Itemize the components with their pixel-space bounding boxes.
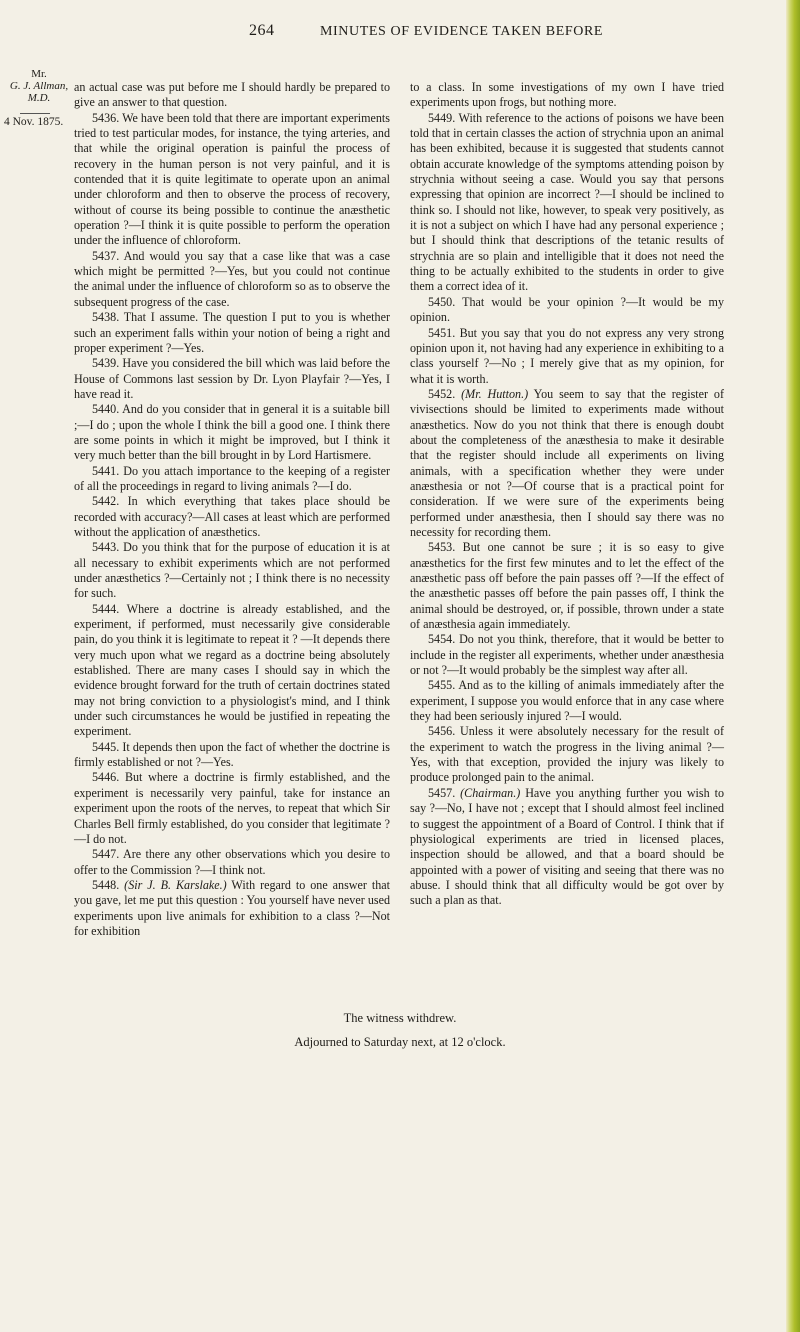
question-number: 5437. — [92, 248, 120, 263]
testimony-paragraph — [410, 632, 724, 678]
paragraph-text: That would be your opinion ?—It would be my opinion. — [410, 294, 724, 325]
testimony-paragraph — [74, 770, 390, 847]
page-header — [0, 20, 800, 44]
right-column — [410, 80, 724, 909]
adjournment-line: Adjourned to Saturday next, at 12 o'clock. — [294, 1035, 506, 1049]
testimony-paragraph — [410, 80, 724, 111]
testimony-paragraph — [410, 786, 724, 909]
testimony-paragraph — [74, 878, 390, 939]
question-number: 5448. — [92, 877, 120, 892]
speaker-name: (Chairman.) — [460, 785, 521, 800]
question-number: 5443. — [92, 540, 120, 555]
testimony-paragraph — [74, 464, 390, 495]
witness-degree: M.D. — [27, 92, 51, 104]
witness-title: Mr. — [31, 68, 47, 80]
paragraph-text: Unless it were absolutely necessary for the result of the experiment to watch the progress in the living animal ?—Yes, with that exception, provided the injury was likely to produce prolonged pain to the animal. — [410, 724, 724, 785]
question-number: 5455. — [428, 678, 456, 693]
testimony-paragraph — [74, 249, 390, 310]
margin-date: 4 Nov. 1875. — [4, 116, 64, 128]
question-number: 5449. — [428, 110, 456, 125]
paragraph-text: With reference to the actions of poisons we have been told that in certain classes the action of strychnia upon an animal has been exhibited, because it is suggested that students cannot obtain accurate knowledge of the symptoms attending poison by strychnia without seeing a case. Would you say that persons expressing that opinion are incorrect ?—I should be inclined to think so. I should not like, however, to speak very positively, as it is not a subject on which I have had any personal experience ; but I should think that descriptions of the tetanic results of strychnia are so plain and intelligible that it does not need the thing to be actually exhibited to the students in order to give them a correct idea of it. — [410, 110, 724, 294]
testimony-paragraph — [410, 540, 724, 632]
paragraph-text: And would you say that a case like that was a case which might be permitted ?—Yes, but you could not continue the animal under the influence of chloroform so as to observe the subsequent progress of the case. — [74, 248, 391, 309]
paragraph-text: Do you attach importance to the keeping of a register of all the proceedings in regard to living animals ?—I do. — [74, 463, 390, 493]
testimony-paragraph — [410, 387, 724, 540]
paragraph-text: Do you think that for the purpose of education it is at all necessary to exhibit experiments which are not performed under anæsthetics ?—Certainly not ; I think there is no necessity for such. — [74, 540, 390, 601]
question-number: 5439. — [92, 356, 120, 371]
paragraph-text: But where a doctrine is firmly established, and the experiment is necessarily very painful, take for instance an experiment upon the roots of the nerves, to repeat that which Sir Charles Bell firmly established, do you consider that legitimate ?—I do not. — [74, 770, 390, 846]
paragraph-text: an actual case was put before me I should hardly be prepared to give an answer to that question. — [74, 80, 390, 110]
question-number: 5442. — [92, 494, 120, 509]
question-number: 5452. — [428, 386, 456, 401]
question-number: 5456. — [428, 724, 456, 739]
paragraph-text: And as to the killing of animals immediately after the experiment, I suppose you would enforce that in any case where they had been seriously injured ?—I would. — [410, 678, 724, 724]
testimony-paragraph — [74, 847, 390, 878]
witness-name: G. J. Allman, — [9, 80, 69, 92]
speaker-name: (Sir J. B. Karslake.) — [124, 877, 227, 892]
question-number: 5450. — [428, 294, 456, 309]
paragraph-text: In which everything that takes place should be recorded with accuracy?—All cases at least which are performed without the application of anæsthetics. — [74, 494, 390, 539]
question-number: 5451. — [428, 325, 456, 340]
testimony-paragraph — [74, 356, 390, 402]
question-number: 5454. — [428, 632, 456, 647]
testimony-paragraph — [74, 310, 390, 356]
page-number: 264 — [249, 22, 275, 39]
speaker-name: (Mr. Hutton.) — [461, 386, 529, 401]
testimony-paragraph — [410, 295, 724, 326]
paragraph-text: Do not you think, therefore, that it would be better to include in the register all experiments, whether under anæsthesia or not ?—It would probably be the simplest way after all. — [410, 632, 724, 678]
paragraph-text: But you say that you do not express any very strong opinion upon it, not having had any experience in exhibiting to a class yourself ?—No ; I merely give that as my opinion, for what it is worth. — [410, 325, 724, 386]
paragraph-text: And do you consider that in general it is a suitable bill ;—I do ; upon the whole I think the bill a good one. I think there are some points in which it might be improved, but I think it very much better than the bill brought in by Lord Hartismere. — [74, 402, 390, 463]
question-number: 5441. — [92, 463, 120, 478]
testimony-paragraph — [74, 494, 390, 540]
testimony-paragraph — [74, 602, 390, 740]
margin-rule — [20, 113, 50, 114]
paragraph-text: Are there any other observations which you desire to offer to the Commission ?—I think not. — [74, 847, 390, 877]
paragraph-text: It depends then upon the fact of whether the doctrine is firmly established or not ?—Yes. — [74, 739, 390, 770]
testimony-paragraph — [74, 540, 390, 601]
testimony-paragraph — [410, 326, 724, 387]
question-number: 5445. — [92, 739, 120, 754]
paragraph-text: Where a doctrine is already established, and the experiment, if performed, must necessarily give considerable pain, do you think it is legitimate to repeat it ? —It depends there very much upon what we regard as a doctrine being absolutely established. There are many cases I should say in which the evidence brought forward for the truth of certain doctrines stated may not bring conviction to a physiologist's mind, and I think under such circumstances he would be justified in repeating the experiment. — [74, 601, 391, 739]
question-number: 5453. — [428, 540, 456, 555]
question-number: 5457. — [428, 785, 456, 800]
question-number: 5447. — [92, 847, 120, 862]
testimony-paragraph — [74, 740, 390, 771]
testimony-paragraph — [74, 80, 390, 111]
left-column — [74, 80, 390, 939]
question-number: 5436. — [92, 110, 120, 125]
paragraph-text: That I assume. The question I put to you is whether such an experiment falls within your notion of being a right and proper experiment ?—Yes. — [74, 310, 390, 355]
paragraph-text: Have you considered the bill which was laid before the House of Commons last session by Dr. Lyon Playfair ?—Yes, I have read it. — [74, 356, 390, 401]
question-number: 5444. — [92, 601, 120, 616]
testimony-paragraph — [410, 678, 724, 724]
question-number: 5438. — [92, 310, 120, 325]
testimony-paragraph — [410, 111, 724, 295]
running-title: MINUTES OF EVIDENCE TAKEN BEFORE — [320, 24, 604, 39]
paragraph-text: Have you anything further you wish to say ?—No, I have not ; except that I should almost feel inclined to suggest the appointment of a Board of Control. I think that if physiological experiments are tried in licensed places, inspection should be allowed, and that a board should be appointed with a power of visiting and seeing that there was no abuse. I should think that all difficulty would be got over by such a plan as that. — [410, 785, 724, 908]
witness-withdrew-line: The witness withdrew. — [343, 1011, 457, 1025]
paragraph-text: But one cannot be sure ; it is so easy to give anæsthetics for the first few minutes and to let the effect of the anæsthetic pass off before the pain passes off ?—If the effect of the anæsthetic passes off before the pain passes off, I think the animal should be destroyed, or, if possible, thrown under a state of anæsthesia again immediately. — [410, 540, 724, 632]
paragraph-text: With regard to one answer that you gave, let me put this question : You yourself have never used experiments upon live animals for exhibition to a class ?—Not for exhibition — [74, 877, 390, 938]
paragraph-text: to a class. In some investigations of my own I have tried experiments upon frogs, but nothing more. — [410, 80, 724, 110]
page-edge-strip — [786, 0, 800, 1332]
margin-note — [4, 68, 70, 128]
question-number: 5446. — [92, 770, 120, 785]
testimony-paragraph — [74, 111, 390, 249]
paragraph-text: You seem to say that the register of vivisections should be limited to experiments made without anæsthetics. Now do you not think that there is enough doubt about the completeness of the anæsthesia to make it desirable that the register should include all experiments on living animals, with a specification whether they were under anæsthesia or not ?—Of course that is a practical point for consideration. If we were sure of the experiments being performed under anæsthesia, then I should say there was no necessity for recording them. — [410, 386, 724, 539]
testimony-paragraph — [410, 724, 724, 785]
paragraph-text: We have been told that there are important experiments tried to test particular modes, for instance, the tying arteries, and that while the original operation is painful the process of recovery in the human person is not very painful, and it is contended that it is quite legitimate to operate upon an animal under chloroform and then to observe the process of recovery, without of course its being possible to continue the anæsthetic operation ?—I think it is quite possible to perform the operation under the influence of chloroform. — [74, 110, 390, 248]
question-number: 5440. — [92, 402, 120, 417]
testimony-paragraph — [74, 402, 390, 463]
